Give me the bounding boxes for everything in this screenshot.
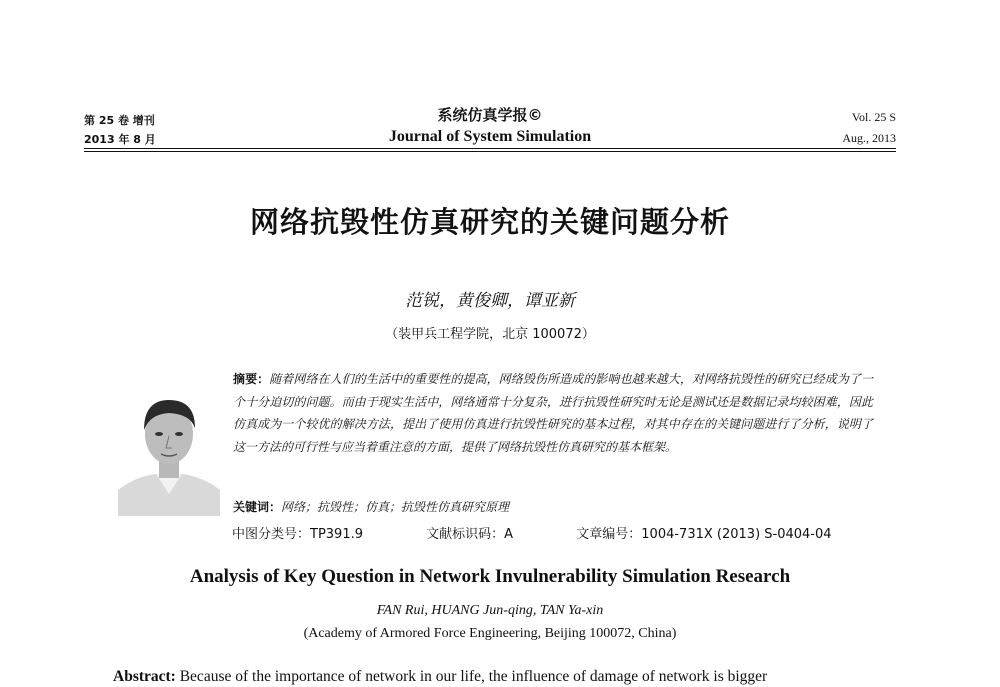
keywords-cn-text: 网络；抗毁性；仿真；抗毁性仿真研究原理 [281,500,510,514]
abstract-en-text: Because of the importance of network in our life, the influence of damage of network is bigger [179,668,768,685]
paper-title-cn: 网络抗毁性仿真研究的关键问题分析 [249,205,730,239]
article-number: 文章编号：1004-731X (2013) S-0404-04 [576,527,832,542]
date-en: Aug., 2013 [842,131,896,145]
volume-en: Vol. 25 S [851,110,896,124]
clc-number: 中图分类号：TP391.9 [232,527,363,542]
abstract-en [113,668,893,686]
issue-date: 2013 年 8 月 [84,133,156,146]
affiliation-cn: （装甲兵工程学院，北京 100072） [385,327,595,342]
header-rule-top [84,148,896,149]
journal-name-en: Journal of System Simulation [388,128,592,145]
abstract-cn [233,368,873,458]
authors-cn: 范锐，黄俊卿，谭亚新 [405,291,575,311]
paper-title-en: Analysis of Key Question in Network Invulnerability Simulation Research [189,566,791,587]
keywords-cn [233,498,509,515]
authors-en: FAN Rui, HUANG Jun-qing, TAN Ya-xin [376,603,604,618]
abstract-cn-label: 摘要： [233,372,270,386]
document-code: 文献标识码：A [426,527,514,542]
classification-line [232,523,832,542]
keywords-cn-label: 关键词： [233,500,282,514]
journal-name-cn: 系统仿真学报© [437,106,543,124]
affiliation-en: (Academy of Armored Force Engineering, Beijing 100072, China) [303,626,677,641]
abstract-cn-text: 随着网络在人们的生活中的重要性的提高，网络毁伤所造成的影响也越来越大，对网络抗毁性的研究已经成为了一个十分迫切的问题。而由于现实生活中，网络通常十分复杂，进行抗毁性研究时无论是测试还是数据记录均较困难，因此仿真成为一个较优的解决方法，提出了使用仿真进行抗毁性研究的基本过程，对其中存在的关键问题进行了分析，说明了这一方法的可行性与应当着重注意的方面，提供了网络抗毁性仿真研究的基本框架。 [233,372,873,454]
header-rule-bottom [84,151,896,152]
volume-issue: 第 25 卷 增刊 [84,114,155,127]
abstract-en-label: Abstract: [113,668,176,685]
author-photo [118,378,220,516]
